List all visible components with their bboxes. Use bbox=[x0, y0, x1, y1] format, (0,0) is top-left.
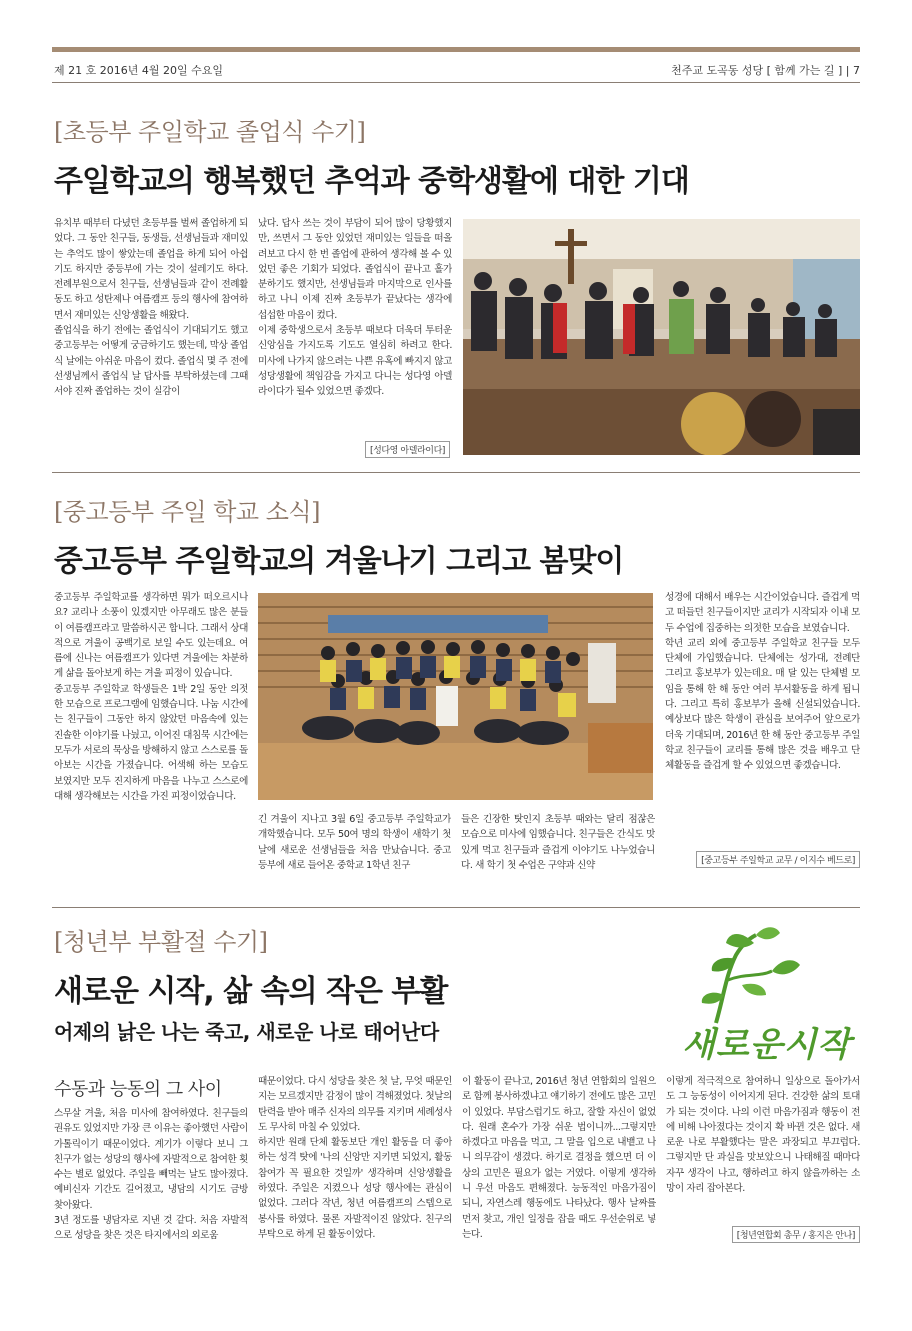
author-signature: [중고등부 주일학교 교무 / 이지수 베드로] bbox=[696, 851, 860, 868]
paragraph: 학년 교리 외에 중고등부 주일학교 친구들 모두 단체에 가입했습니다. 단체에는 성가대, 전례단 그리고 홍보부가 있는데요. 매 달 있는 단체별 모임을 통해 한 해 동안 여러 부서활동을 하게 됩니다. 그리고 특히 홍보부가 올해 신설되었습니다. 예상보다 많은 학생이 관심을 보여주어 앞으로가 더욱 기대되며, 2016년 한 해 동안 중고등부 주일학교 친구들이 교리를 통해 많은 것을 배우고 단체활동을 즐겁게 할 수 있었으면 좋겠습니다. bbox=[665, 637, 860, 772]
section-label: [중고등부 주일 학교 소식] bbox=[54, 498, 320, 526]
article2-column-1 bbox=[54, 590, 248, 888]
graduation-photo-image bbox=[463, 219, 860, 455]
paragraph: 이렇게 적극적으로 참여하니 일상으로 돌아가서도 그 능동성이 이어지게 된다. 건강한 삶의 토대가 되는 것이다. 나의 이런 마음가짐과 행동이 전에 비해 나아졌다는 것이지 확 바뀐 것은 없다. 새로운 나로 부활했다는 말은 과장되고 부끄럽다. 그렇지만 단 과실을 맛보았으니 나태해질 때마다 자꾸 생각이 나고, 행하려고 하지 않을까하는 소망이 자리 잡아본다. bbox=[666, 1076, 860, 1195]
article3-column-3 bbox=[462, 1074, 656, 1286]
author-signature: [청년연합회 총무 / 홍지은 안나] bbox=[732, 1226, 860, 1243]
paragraph: 중고등부 주일학교를 생각하면 뭐가 떠오르시나요? 교리나 소풍이 있겠지만 아무래도 많은 분들이 여름캠프라고 말씀하시곤 합니다. 그래서 상대적으로 겨울이 공백기로 보일 수도 있는데요. 여름에 신나는 여름캠프가 있다면 겨울에는 차분하게 삶을 돌아보게 하는 겨울 피정이 있습니다. bbox=[54, 592, 248, 680]
paragraph: 유치부 때부터 다녔던 초등부를 벌써 졸업하게 되었다. 그 동안 친구들, 동생들, 선생님들과 재미있는 추억도 많이 쌓았는데 졸업을 하게 되어 아쉽기도 하지만 중등부에 가는 것이 설레기도 하다. 전례부원으로서 친구들, 선생님들과 같이 전례활동도 하고 성탄제나 여름캠프 등의 행사에 참여하면서 재미있는 신앙생활을 해왔다. bbox=[54, 218, 248, 321]
retreat-photo bbox=[258, 593, 653, 800]
article3-column-2 bbox=[258, 1074, 452, 1286]
article-headline: 새로운 시작, 삶 속의 작은 부활 bbox=[54, 974, 448, 1009]
article-subheadline: 어제의 낡은 나는 죽고, 새로운 나로 태어난다 bbox=[54, 1020, 439, 1044]
section-label: [초등부 주일학교 졸업식 수기] bbox=[54, 118, 366, 146]
article-headline: 주일학교의 행복했던 추억과 중학생활에 대한 기대 bbox=[54, 164, 689, 199]
logo-text: 새로운시작 bbox=[682, 1025, 852, 1065]
paragraph: 졸업식을 하기 전에는 졸업식이 기대되기도 했고 중고등부는 어떻게 궁금하기도 했는데, 막상 졸업식 날에는 아쉬운 마음이 컸다. 졸업식 몇 주 전에 선생님께서 졸업식 날 답사를 부탁하셨는데 그때서야 진짜 졸업하는 것이 실감이 bbox=[54, 325, 248, 398]
paragraph: 들은 긴장한 탓인지 초등부 때와는 달리 점잖은 모습으로 미사에 임했습니다. 친구들은 간식도 맛있게 먹고 친구들과 즐겁게 이야기도 나누었습니다. 새 학기 첫 수업은 구약과 신약 bbox=[461, 814, 655, 871]
paragraph: 하지만 원래 단체 활동보단 개인 활동을 더 좋아하는 성격 탓에 '나의 신앙만 지키면 되었지, 활동 참여가 꼭 필요한 것일까' 생각하며 신앙생활을 하였다. 주일은 지켰으나 성당 행사에는 관심이 없었다. 그러다 작년, 청년 여름캠프의 스텝으로 봉사를 하였다. 물론 자발적이진 않았다. 친구의 부탁으로 하게 된 활동이었다. bbox=[258, 1137, 452, 1240]
paragraph: 이제 중학생으로서 초등부 때보다 더욱더 투터운 신앙심을 가지도록 기도도 열심히 하려고 한다. 미사에 나가지 않으려는 나쁜 유혹에 빠지지 않고 성당생활에 책임감을 가지고 다니는 성다영 아델라이다가 될수 있었으면 좋겠다. bbox=[258, 325, 452, 398]
paragraph: 났다. 답사 쓰는 것이 부담이 되어 많이 당황했지만, 쓰면서 그 동안 있었던 재미있는 일들을 떠올려보고 다시 한 번 졸업에 관하여 생각해 볼 수 있었던 좋은 기회가 되었다. 졸업식이 끝나고 홀가분하기도 했지만, 선생님들과 마지막으로 인사를 하고 나니 이제 진짜 초등부가 끝났다는 생각에 섭섭한 마음이 컸다. bbox=[258, 218, 452, 321]
article2-column-4 bbox=[665, 590, 860, 846]
section-divider bbox=[52, 907, 860, 908]
paragraph: 성경에 대해서 배우는 시간이었습니다. 즐겁게 먹고 떠들던 친구들이지만 교리가 시작되자 이내 모두 수업에 집중하는 의젓한 모습을 보였습니다. bbox=[665, 592, 860, 634]
publication-title: 천주교 도곡동 성당 [ 함께 가는 길 ] | 7 bbox=[671, 64, 860, 77]
new-beginning-logo bbox=[676, 925, 860, 1065]
issue-date: 제 21 호 2016년 4월 20일 수요일 bbox=[54, 64, 223, 77]
header-divider bbox=[52, 82, 860, 83]
article2-column-3 bbox=[461, 812, 655, 888]
retreat-photo-image bbox=[258, 593, 653, 800]
author-signature: [성다영 아델라이다] bbox=[365, 441, 450, 458]
article1-column-1 bbox=[54, 216, 248, 460]
section-label: [청년부 부활절 수기] bbox=[54, 928, 268, 956]
graduation-photo bbox=[463, 219, 860, 455]
paragraph: 3년 정도를 냉담자로 지낸 것 같다. 처음 자발적으로 성당을 찾은 것은 타지에서의 외로움 bbox=[54, 1215, 248, 1242]
paragraph: 때문이었다. 다시 성당을 찾은 첫 날, 무엇 때문인지는 모르겠지만 감정이 많이 격해졌었다. 첫날의 탄력을 받아 매주 신자의 의무를 지키며 세례성사도 무사히 마칠 수 있었다. bbox=[258, 1076, 452, 1133]
article3-column-4 bbox=[666, 1074, 860, 1222]
section-divider bbox=[52, 472, 860, 473]
paragraph: 중고등부 주일학교 학생들은 1박 2일 동안 의젓한 모습으로 프로그램에 임했습니다. 나눔 시간에는 친구들이 그동안 하지 않았던 마음속에 있는 진솔한 이야기를 나눴고, 이어진 대침묵 시간에는 모두가 서로의 묵상을 방해하지 않고 스스로를 돌아보는 시간을 가졌습니다. 어색해 하는 모습도 보였지만 모두 진지하게 마음을 나누고 스스로에 대해 생각해보는 시간을 가진 피정이었습니다. bbox=[54, 683, 248, 802]
column-title: 수동과 능동의 그 사이 bbox=[54, 1079, 222, 1100]
article2-column-2 bbox=[258, 812, 451, 888]
sprout-icon bbox=[676, 925, 860, 1025]
article3-column-1 bbox=[54, 1106, 248, 1286]
top-rule bbox=[52, 47, 860, 52]
paragraph: 스무살 겨울, 처음 미사에 참여하였다. 친구들의 권유도 있었지만 가장 큰 이유는 좋아했던 사람이 가톨릭이기 때문이었다. 계기가 이렇다 보니 그 친구가 없는 성당의 행사에 자발적으로 참여한 횟수는 별로 없었다. 주일을 빼먹는 날도 많아졌다. 예비신자 기간도 길어졌고, 냉담의 시기도 금방 찾아왔다. bbox=[54, 1108, 248, 1211]
paragraph: 이 활동이 끝나고, 2016년 청년 연합회의 일원으로 함께 봉사하겠냐고 얘기하기 전에도 많은 고민이 있었다. 부담스럽기도 하고, 잘할 자신이 없었다. 원래 혼수가 가장 쉬운 법이니까...그렇지만 하겠다고 마음을 먹고, 그 말을 입으로 내뱉고 나니 의무감이 생겼다. 하기로 결정을 했으면 더 이상의 고민은 필요가 없는 거였다. 이렇게 생각하니 우선 마음도 편해졌다. 능동적인 마음가짐이 되니, 자연스레 행동에도 나타났다. 행사 날짜를 먼저 찾고, 개인 일정을 잡을 때도 우선순위로 넣는다. bbox=[462, 1076, 656, 1240]
article1-column-2 bbox=[258, 216, 452, 438]
article-headline: 중고등부 주일학교의 겨울나기 그리고 봄맞이 bbox=[54, 544, 624, 579]
paragraph: 긴 겨울이 지나고 3월 6일 중고등부 주일학교가 개학했습니다. 모두 50여 명의 학생이 새학기 첫 날에 새로운 선생님들을 처음 만났습니다. 중고등부에 새로 들어온 중학교 1학년 친구 bbox=[258, 814, 451, 871]
